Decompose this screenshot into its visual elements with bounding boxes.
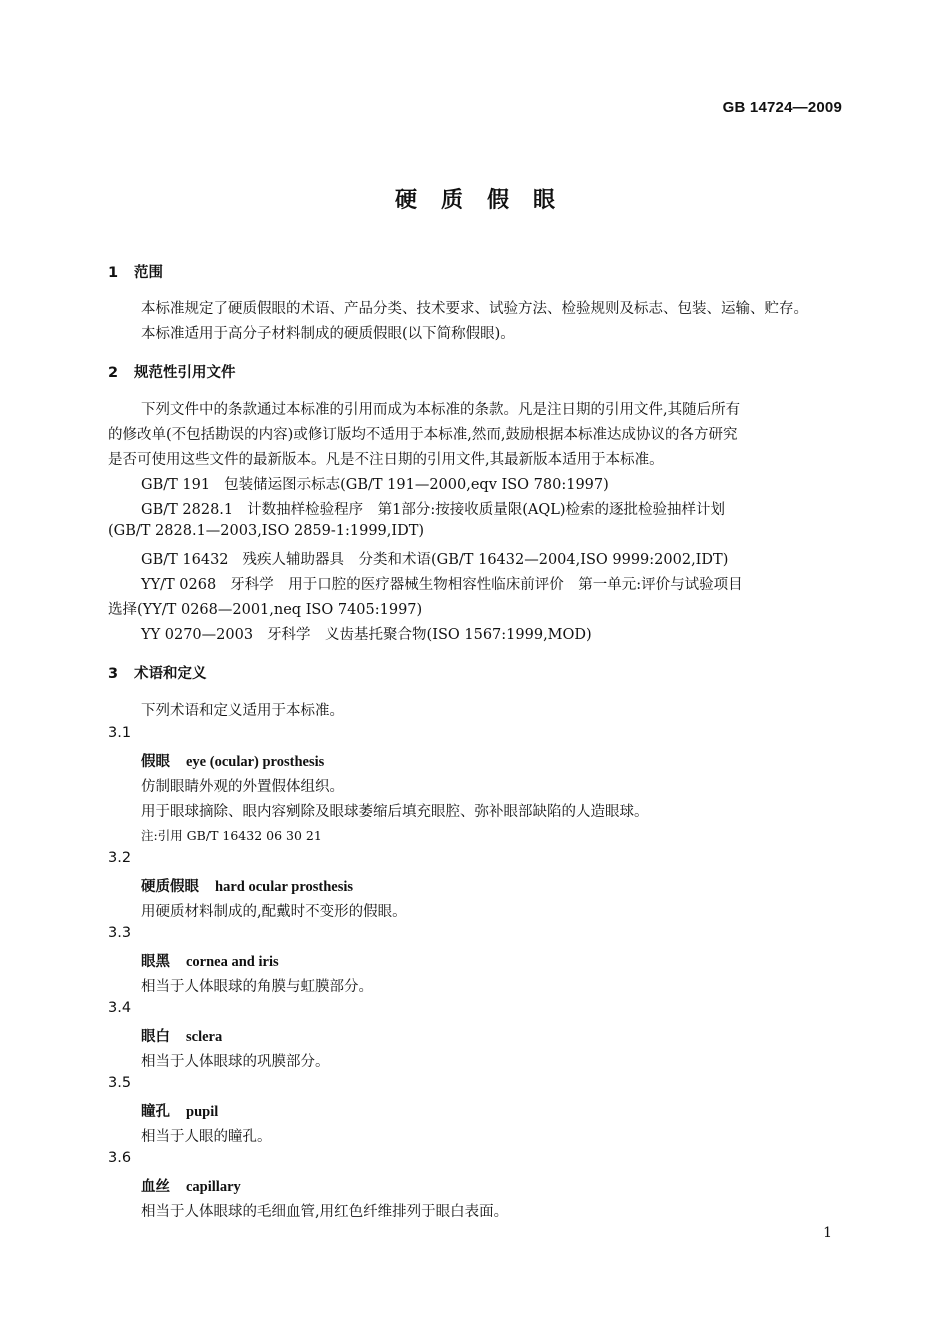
section-2-heading	[108, 361, 236, 382]
scope-paragraph-1: 本标准规定了硬质假眼的术语、产品分类、技术要求、试验方法、检验规则及标志、包装、运输、贮存。	[141, 301, 808, 317]
term-heading	[141, 1025, 222, 1046]
term-definition: 相当于人眼的瞳孔。	[141, 1129, 272, 1145]
term-chinese: 硬质假眼	[141, 879, 199, 895]
section-number: 1	[108, 265, 119, 281]
reference-item	[141, 573, 743, 594]
page-number: 1	[823, 1225, 832, 1241]
term-definition-extra: 用于眼球摘除、眼内容剜除及眼球萎缩后填充眼腔、弥补眼部缺陷的人造眼球。	[141, 804, 649, 820]
term-chinese: 眼白	[141, 1029, 170, 1045]
term-english: capillary	[186, 1179, 241, 1195]
term-number: 3.4	[108, 1000, 132, 1016]
section-number: 2	[108, 365, 119, 381]
references-intro-line-1: 下列文件中的条款通过本标准的引用而成为本标准的条款。凡是注日期的引用文件,其随后所有	[141, 402, 741, 418]
reference-code: YY/T 0268	[141, 577, 217, 593]
term-english: hard ocular prosthesis	[215, 879, 354, 895]
term-heading	[141, 875, 353, 896]
reference-continuation: 选择(YY/T 0268—2001,neq ISO 7405:1997)	[108, 602, 423, 618]
term-heading	[141, 1175, 241, 1196]
term-number: 3.3	[108, 925, 132, 941]
section-title: 规范性引用文件	[134, 365, 236, 381]
section-1-heading	[108, 261, 163, 282]
term-number: 3.2	[108, 850, 132, 866]
reference-title: 残疾人辅助器具 分类和术语(GB/T 16432—2004,ISO 9999:2002,IDT)	[242, 552, 729, 568]
term-note: 注:引用 GB/T 16432 06 30 21	[141, 828, 322, 843]
term-english: pupil	[186, 1104, 219, 1120]
term-heading	[141, 750, 324, 771]
section-number: 3	[108, 666, 119, 682]
term-definition: 仿制眼睛外观的外置假体组织。	[141, 779, 344, 795]
term-chinese: 假眼	[141, 754, 170, 770]
term-heading	[141, 950, 279, 971]
reference-item	[141, 473, 609, 494]
term-number: 3.1	[108, 725, 132, 741]
reference-title: 牙科学 用于口腔的医疗器械生物相容性临床前评价 第一单元:评价与试验项目	[230, 577, 743, 593]
term-heading	[141, 1100, 218, 1121]
references-intro-line-3: 是否可使用这些文件的最新版本。凡是不注日期的引用文件,其最新版本适用于本标准。	[108, 452, 664, 468]
standard-code: GB 14724—2009	[722, 99, 842, 116]
term-chinese: 瞳孔	[141, 1104, 170, 1120]
terms-intro: 下列术语和定义适用于本标准。	[141, 703, 344, 719]
section-title: 范围	[134, 265, 163, 281]
term-definition: 相当于人体眼球的角膜与虹膜部分。	[141, 979, 373, 995]
reference-code: GB/T 2828.1	[141, 502, 234, 518]
term-chinese: 眼黑	[141, 954, 170, 970]
reference-code: GB/T 191	[141, 477, 211, 493]
reference-item	[141, 623, 592, 644]
term-english: cornea and iris	[186, 954, 279, 970]
reference-code: YY 0270—2003	[141, 627, 254, 643]
term-chinese: 血丝	[141, 1179, 170, 1195]
term-definition: 相当于人体眼球的毛细血管,用红色纤维排列于眼白表面。	[141, 1204, 509, 1220]
reference-item	[141, 498, 725, 519]
term-english: sclera	[186, 1029, 223, 1045]
term-number: 3.6	[108, 1150, 132, 1166]
term-definition: 用硬质材料制成的,配戴时不变形的假眼。	[141, 904, 407, 920]
references-intro-line-2: 的修改单(不包括勘误的内容)或修订版均不适用于本标准,然而,鼓励根据本标准达成协议的各方研究	[108, 427, 738, 443]
term-number: 3.5	[108, 1075, 132, 1091]
reference-code: GB/T 16432	[141, 552, 229, 568]
scope-paragraph-2: 本标准适用于高分子材料制成的硬质假眼(以下简称假眼)。	[141, 326, 515, 342]
reference-title: 牙科学 义齿基托聚合物(ISO 1567:1999,MOD)	[267, 627, 592, 643]
reference-continuation: (GB/T 2828.1—2003,ISO 2859-1:1999,IDT)	[108, 523, 425, 539]
section-title: 术语和定义	[134, 666, 207, 682]
term-english: eye (ocular) prosthesis	[186, 754, 325, 770]
section-3-heading	[108, 662, 207, 683]
reference-title: 计数抽样检验程序 第1部分:按接收质量限(AQL)检索的逐批检验抽样计划	[247, 502, 726, 518]
reference-title: 包装储运图示标志(GB/T 191—2000,eqv ISO 780:1997)	[224, 477, 609, 493]
document-title: 硬质假眼	[394, 188, 579, 213]
term-definition: 相当于人体眼球的巩膜部分。	[141, 1054, 330, 1070]
reference-item	[141, 548, 728, 569]
